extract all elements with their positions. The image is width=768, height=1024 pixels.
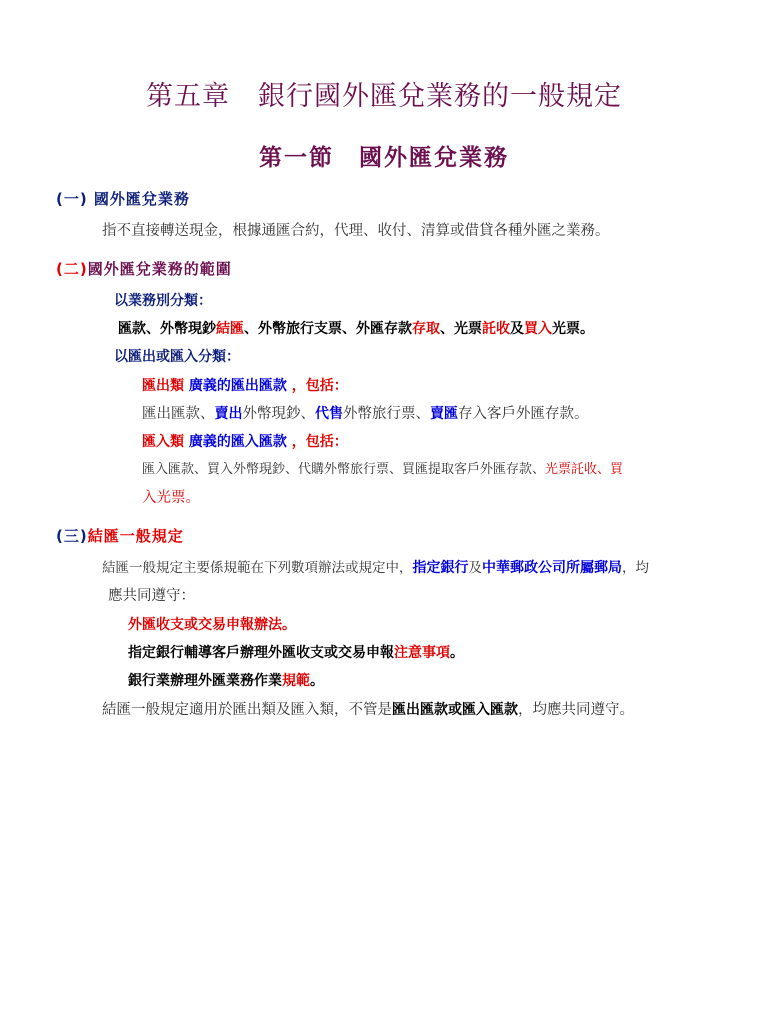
bt-8: 買入 (524, 321, 552, 337)
heading-3-text: 結匯一般規定 (87, 527, 184, 545)
inward-items-line-2: 入光票。 (142, 490, 200, 506)
out-3: 外幣現鈔、 (242, 406, 315, 422)
heading-2-text: 國外匯兌業務的範圍 (87, 260, 232, 278)
p3-b: 指定銀行 (412, 560, 469, 576)
regulation-3 (128, 670, 324, 690)
out-5: 外幣旅行票、 (343, 406, 430, 422)
reg2-b: 注意事項 (394, 645, 450, 661)
bt-1: 匯款、外幣現鈔 (118, 321, 216, 337)
p4-b: 匯出匯款或匯入匯款 (392, 702, 518, 718)
outward-heading (142, 375, 348, 395)
section-title: 第一節 國外匯兌業務 (259, 145, 509, 171)
bt-7: 及 (510, 321, 524, 337)
inward-heading (142, 431, 348, 451)
outward-items (142, 402, 589, 423)
in-1: 匯入匯款、買入外幣現鈔、代購外幣旅行票、買匯提取客戶外匯存款、 (142, 462, 546, 477)
p3-e: ，均 (622, 560, 649, 576)
out-1: 匯出匯款、 (142, 406, 215, 422)
paragraph-4 (102, 698, 634, 719)
p3-d: 中華郵政公司所屬郵局 (482, 560, 622, 576)
chapter-title: 第五章 銀行國外匯兌業務的一般規定 (146, 81, 622, 112)
out-6: 賣匯 (430, 406, 458, 422)
paragraph-3-line-1 (102, 556, 649, 577)
inward-definition: 廣義的匯入匯款 (188, 434, 287, 450)
bt-5: 、光票 (440, 321, 482, 337)
bt-4: 存取 (412, 321, 440, 337)
out-7: 存入客戶外匯存款。 (458, 406, 589, 422)
heading-2-number: (二) (56, 260, 88, 278)
out-4: 代售 (315, 406, 343, 422)
regulation-1: 外匯收支或交易申報辦法。 (128, 617, 296, 633)
p4-c: ，均應共同遵守。 (518, 702, 634, 718)
heading-2 (56, 258, 232, 279)
inward-category: 匯入類 (142, 434, 184, 450)
inward-items-line-1 (142, 458, 623, 477)
by-type-label: 以業務別分類： (114, 293, 212, 309)
business-types-line (118, 318, 594, 338)
outward-category: 匯出類 (142, 378, 184, 394)
out-2: 賣出 (214, 406, 243, 422)
bt-2: 結匯 (216, 321, 244, 337)
paragraph-3-line-2: 應共同遵守： (108, 588, 195, 604)
bt-6: 託收 (482, 321, 510, 337)
reg2-c: 。 (450, 645, 464, 661)
by-direction-label: 以匯出或匯入分類： (114, 349, 240, 365)
inward-include: ，包括： (291, 434, 348, 450)
regulation-2 (128, 642, 464, 662)
reg2-a: 指定銀行輔導客戶辦理外匯收支或交易申報 (128, 645, 394, 661)
p4-a: 結匯一般規定適用於匯出類及匯入類，不管是 (102, 702, 392, 718)
heading-1: (一) 國外匯兌業務 (56, 190, 190, 208)
paragraph-1: 指不直接轉送現金，根據通匯合約，代理、收付、清算或借貸各種外匯之業務。 (102, 223, 610, 239)
heading-3-number: (三) (56, 527, 88, 545)
bt-9: 光票。 (552, 321, 594, 337)
in-2: 光票託收、買 (545, 462, 624, 477)
p3-c: 及 (468, 560, 482, 576)
p3-a: 結匯一般規定主要係規範在下列數項辦法或規定中， (102, 560, 413, 576)
reg3-a: 銀行業辦理外匯業務作業 (128, 673, 282, 689)
reg3-c: 。 (310, 673, 324, 689)
outward-definition: 廣義的匯出匯款 (188, 378, 287, 394)
reg3-b: 規範 (282, 673, 310, 689)
bt-3: 、外幣旅行支票、外匯存款 (244, 321, 412, 337)
outward-include: ，包括： (291, 378, 348, 394)
heading-3 (56, 525, 184, 546)
